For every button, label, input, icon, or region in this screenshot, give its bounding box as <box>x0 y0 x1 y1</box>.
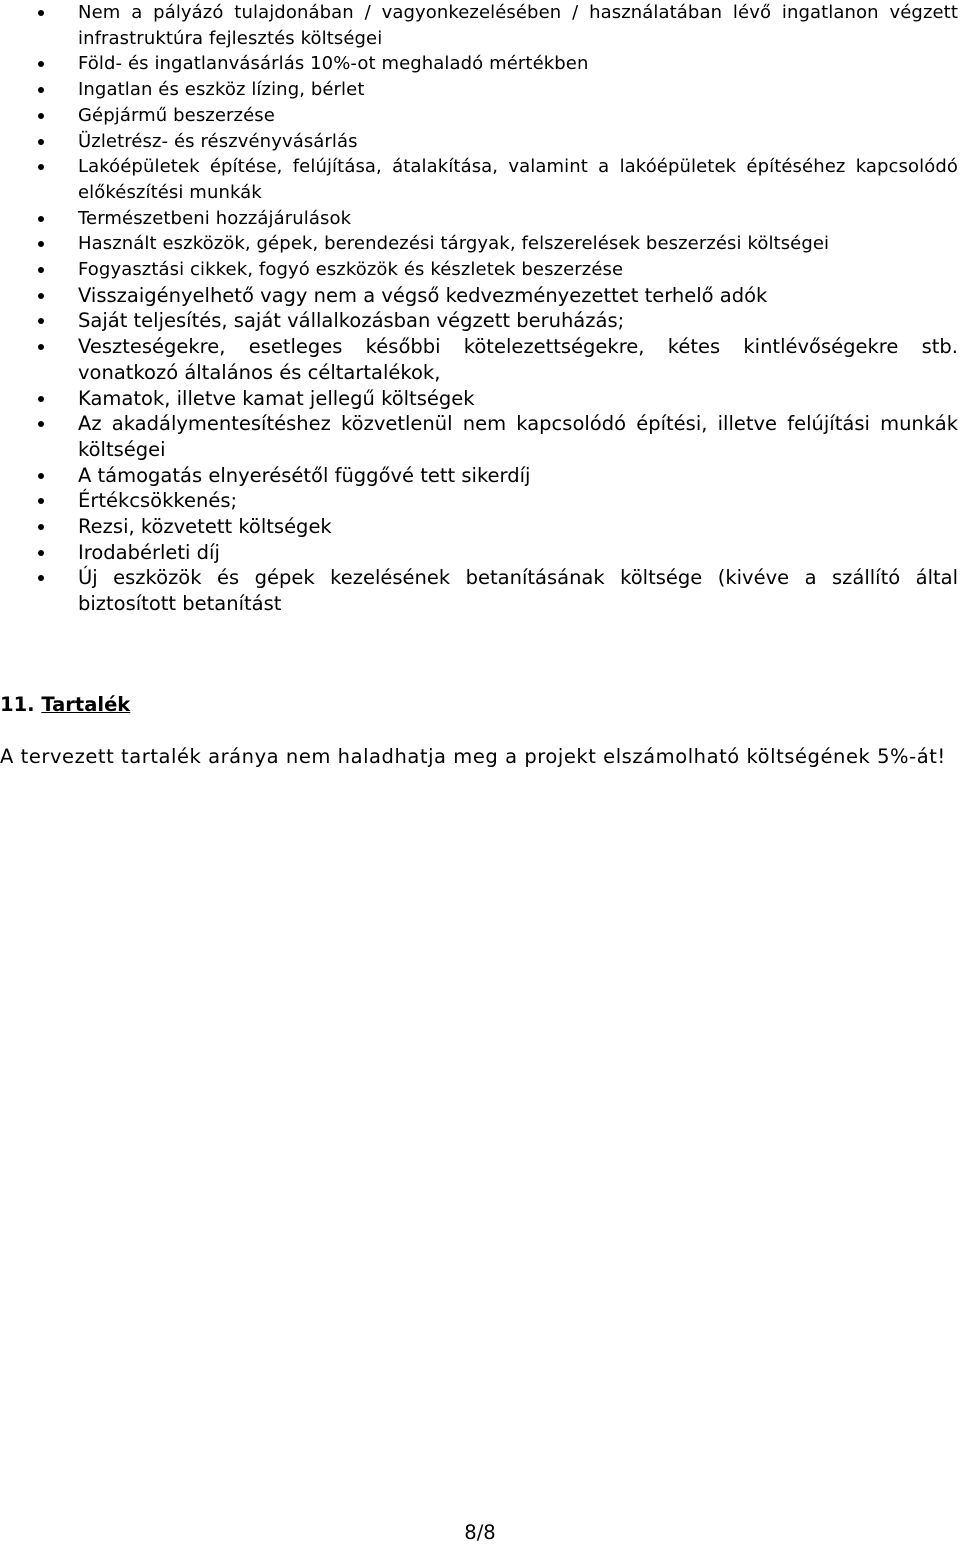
list-item-text: Saját teljesítés, saját vállalkozásban végzett beruházás; <box>78 309 625 333</box>
bullet-icon <box>38 61 44 67</box>
list-item <box>0 283 960 309</box>
list-item <box>0 488 960 514</box>
list-item <box>0 231 960 257</box>
section-heading <box>0 692 130 718</box>
list-item <box>0 103 960 129</box>
list-item <box>0 308 960 334</box>
bullet-icon <box>38 241 44 247</box>
list-item-text: Föld- és ingatlanvásárlás 10%-ot meghaladó mértékben <box>78 53 589 75</box>
list-item <box>0 463 960 489</box>
list-item-text: Irodabérleti díj <box>78 540 220 564</box>
list-item <box>0 129 960 155</box>
list-item <box>0 386 960 412</box>
bullet-icon <box>38 473 44 479</box>
list-item-text: Új eszközök és gépek kezelésének betanításának költsége (kivéve a szállító által biztosított betanítást <box>78 566 958 616</box>
section-body-text: A tervezett tartalék aránya nem haladhatja meg a projekt elszámolható költségének 5%-át! <box>0 745 946 768</box>
list-item-text: Ingatlan és eszköz lízing, bérlet <box>78 79 365 101</box>
page-number: 8/8 <box>464 1521 496 1544</box>
bullet-icon <box>38 396 44 402</box>
bullet-icon <box>38 575 44 581</box>
list-item-text: Visszaigényelhető vagy nem a végső kedvezményezettet terhelő adók <box>78 283 768 307</box>
list-item <box>0 0 960 51</box>
bullet-icon <box>38 216 44 222</box>
bullet-icon <box>38 318 44 324</box>
list-item-text: Az akadálymentesítéshez közvetlenül nem kapcsolódó építési, illetve felújítási munkák költségei <box>78 412 958 461</box>
bullet-icon <box>38 267 44 273</box>
bullet-icon <box>38 10 44 16</box>
list-item <box>0 154 960 205</box>
list-item <box>0 514 960 540</box>
bullet-icon <box>38 293 44 299</box>
list-item-text: Rezsi, közvetett költségek <box>78 515 332 539</box>
list-item <box>0 257 960 283</box>
list-item <box>0 206 960 232</box>
list-item-text: Gépjármű beszerzése <box>78 104 275 126</box>
list-item-text: Használt eszközök, gépek, berendezési tárgyak, felszerelések beszerzési költségei <box>78 233 830 255</box>
list-item-text: Veszteségekre, esetleges későbbi kötelezettségekre, kétes kintlévőségekre stb. vonatkozó általános és céltartalékok, <box>78 335 958 384</box>
list-item-text: Lakóépületek építése, felújítása, átalakítása, valamint a lakóépületek építéséhez kapcsolódó előkészítési munkák <box>78 156 958 203</box>
ineligible-costs-list <box>0 0 960 617</box>
bullet-icon <box>38 164 44 170</box>
list-item-text: Természetbeni hozzájárulások <box>78 207 352 229</box>
section-number: 11. <box>0 693 35 716</box>
list-item <box>0 565 960 616</box>
list-item <box>0 411 960 462</box>
bullet-icon <box>38 524 44 530</box>
bullet-icon <box>38 139 44 145</box>
bullet-icon <box>38 113 44 119</box>
list-item-text: Üzletrész- és részvényvásárlás <box>78 130 358 152</box>
list-item <box>0 77 960 103</box>
list-item-text: Értékcsökkenés; <box>78 489 238 513</box>
list-item <box>0 540 960 566</box>
list-item-text: Fogyasztási cikkek, fogyó eszközök és készletek beszerzése <box>78 259 624 281</box>
bullet-icon <box>38 498 44 504</box>
list-item-text: Nem a pályázó tulajdonában / vagyonkezelésében / használatában lévő ingatlanon végzett infrastruktúra fejlesztés költségei <box>78 2 958 49</box>
list-item-text: Kamatok, illetve kamat jellegű költségek <box>78 386 475 410</box>
bullet-icon <box>38 550 44 556</box>
list-item <box>0 334 960 385</box>
bullet-icon <box>38 344 44 350</box>
bullet-icon <box>38 87 44 93</box>
list-item <box>0 51 960 77</box>
bullet-icon <box>38 421 44 427</box>
section-title: Tartalék <box>41 693 131 716</box>
list-item-text: A támogatás elnyerésétől függővé tett sikerdíj <box>78 463 531 487</box>
